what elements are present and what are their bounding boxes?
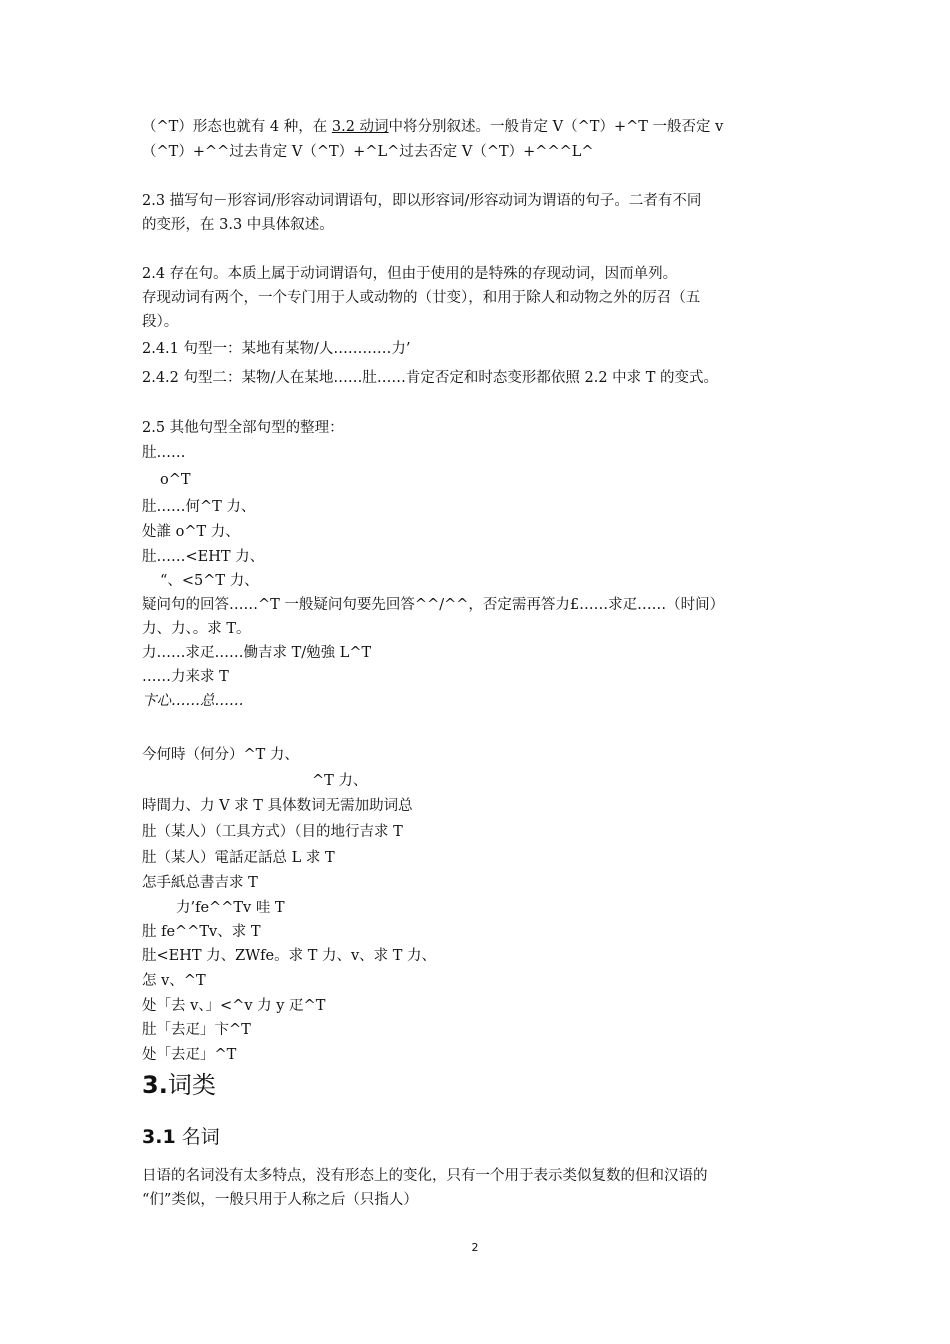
pattern-line: 肚（某人）（工具方式）（目的地行吉求 T	[142, 824, 403, 840]
para-a-line-2: （^T）+^^过去肯定 V（^T）+^L^过去否定 V（^T）+^^^L^	[142, 144, 594, 160]
chapter-number: 3.	[142, 1071, 168, 1099]
pattern-line: 肚<EHT 力、ZWfe。求 T 力、v、求 T 力、	[142, 948, 437, 964]
section-link-3-2[interactable]: 3.2 动词	[331, 119, 389, 135]
pattern-line: 力……求疋……働吉求 T/勉強 L^T	[142, 645, 372, 661]
pattern-line: ……力来求 T	[142, 669, 229, 685]
pattern-line: 疑问句的回答……^T 一般疑问句要先回答^^/^^，否定需再答力£……求疋……（时间）	[142, 597, 725, 613]
pattern-line: 力、力、。求 T。	[142, 621, 251, 637]
sec-2-3-line-1: 2.3 描写句－形容词/形容动词谓语句，即以形容词/形容动词为谓语的句子。二者有不同	[142, 193, 702, 209]
sec-2-3-line-2: 的变形，在 3.3 中具体叙述。	[142, 217, 334, 233]
pattern-line: 处「去 v、」<^v 力 y 疋^T	[142, 998, 326, 1014]
pattern-line: “、<5^T 力、	[160, 573, 259, 589]
chapter-heading	[142, 1070, 216, 1100]
section-title: 名词	[175, 1126, 220, 1148]
pattern-line: 处「去疋」^T	[142, 1047, 237, 1063]
pattern-line: 肚……何^T 力、	[142, 499, 256, 515]
pattern-line: 怎手紙总書吉求 T	[142, 875, 258, 891]
pattern-line: 肚 fe^^Tv、求 T	[142, 924, 261, 940]
sec-2-4-line-3: 段）。	[142, 314, 179, 330]
sec-2-4-line-2: 存现动词有两个，一个专门用于人或动物的（廿变），和用于除人和动物之外的厉召（五	[142, 290, 701, 306]
pattern-line: 肚（某人）電話疋話总 L 求 T	[142, 850, 335, 866]
para-a-line-1	[142, 117, 822, 137]
pattern-line: ^T 力、	[312, 773, 368, 789]
sec-2-4-1: 2.4.1 句型一：某地有某物/人…………力’	[142, 341, 411, 357]
pattern-line: 处誰 o^T 力、	[142, 524, 240, 540]
pattern-line: 卞心……总……	[142, 693, 244, 709]
sec-2-4-2: 2.4.2 句型二：某物/人在某地……肚……肯定否定和时态变形都依照 2.2 中求 T 的变式。	[142, 370, 719, 386]
sec-2-5-heading: 2.5 其他句型全部句型的整理：	[142, 420, 344, 436]
sec-2-4-line-1: 2.4 存在句。本质上属于动词谓语句，但由于使用的是特殊的存现动词，因而单列。	[142, 266, 678, 282]
text-span: （^T）形态也就有 4 种，在	[142, 119, 332, 135]
page-number: 2	[471, 1241, 479, 1254]
section-number: 3.1	[142, 1126, 176, 1148]
sec-3-1-line-1: 日语的名词没有太多特点，没有形态上的变化，只有一个用于表示类似复数的但和汉语的	[142, 1168, 708, 1184]
pattern-line: 今何時（何分）^T 力、	[142, 747, 299, 763]
pattern-line: 肚……<EHT 力、	[142, 549, 265, 565]
pattern-line: 肚……	[142, 445, 186, 461]
chapter-title: 词类	[167, 1071, 216, 1099]
text-span: 中将分别叙述。一般肯定 V（^T）+^T 一般否定 v	[388, 119, 724, 135]
section-heading	[142, 1124, 220, 1150]
pattern-line: 力’fe^^Tv 哇 T	[176, 900, 285, 916]
pattern-line: 怎 v、^T	[142, 973, 206, 989]
sec-3-1-line-2: “们”类似，一般只用于人称之后（只指人）	[142, 1192, 418, 1208]
pattern-line: o^T	[160, 472, 191, 488]
pattern-line: 肚「去疋」卞^T	[142, 1022, 251, 1038]
pattern-line: 時間力、力 V 求 T 具体数词无需加助词总	[142, 798, 413, 814]
